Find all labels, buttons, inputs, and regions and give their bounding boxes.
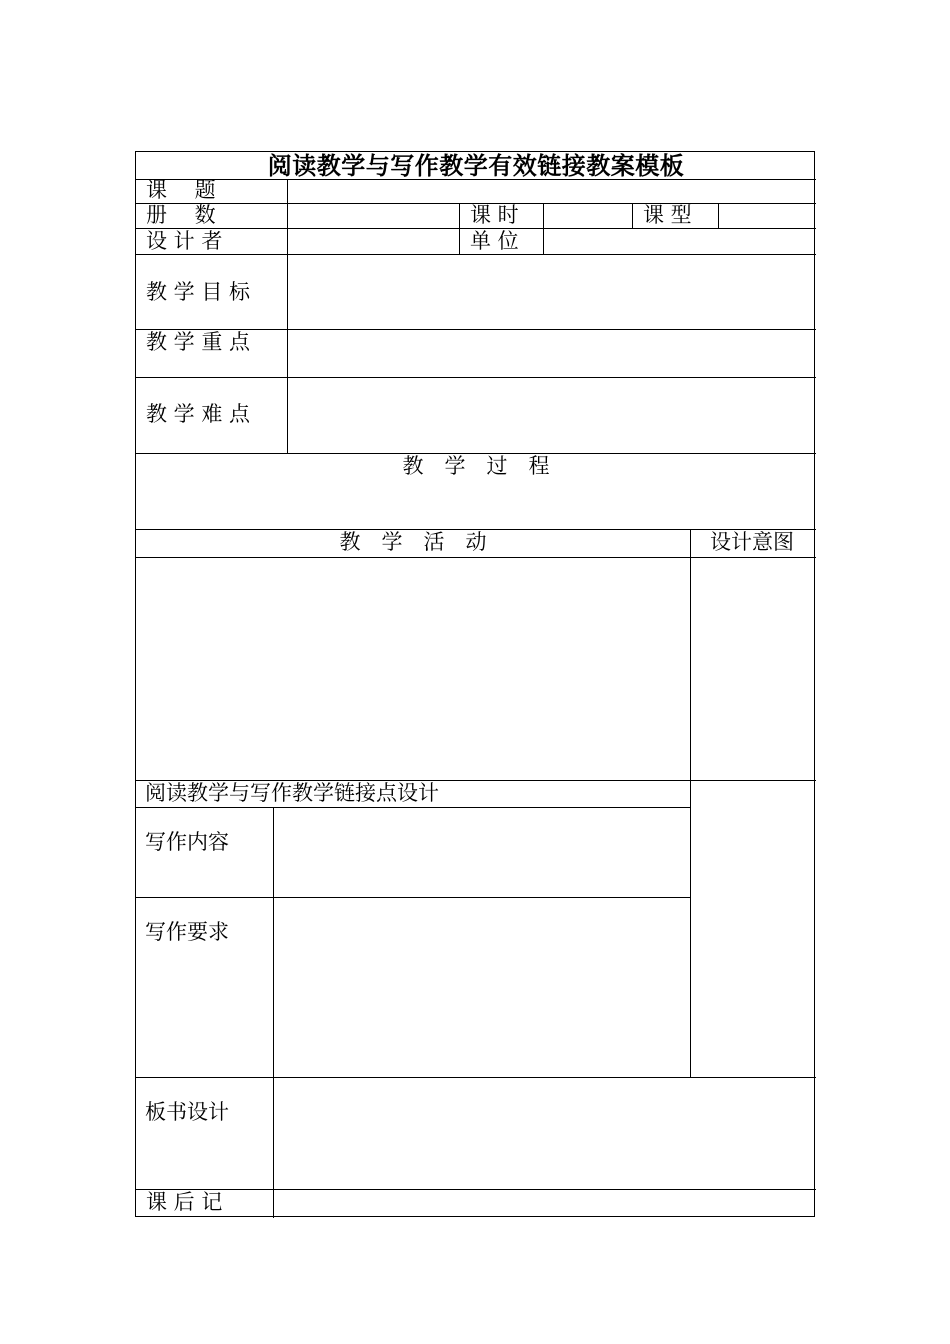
field-board-design[interactable] — [274, 1078, 815, 1189]
label-volume: 册 数 — [146, 203, 216, 227]
field-design-intent[interactable] — [691, 558, 815, 780]
label-lesson-type: 课 型 — [643, 203, 692, 227]
label-designer: 设 计 者 — [146, 229, 223, 253]
field-difficulties[interactable] — [288, 378, 815, 453]
rule-period-left — [459, 203, 460, 254]
form-title: 阅读教学与写作教学有效链接教案模板 — [267, 151, 685, 180]
label-process: 教 学 过 程 — [402, 454, 550, 478]
field-unit[interactable] — [544, 229, 815, 254]
label-activities: 教 学 活 动 — [339, 530, 487, 554]
label-unit: 单 位 — [470, 229, 519, 253]
rule-intent-bottom — [690, 780, 816, 781]
label-post-class-notes: 课 后 记 — [146, 1190, 223, 1214]
field-writing-content[interactable] — [274, 808, 689, 897]
rule-type-left — [632, 203, 633, 228]
field-objectives[interactable] — [288, 255, 815, 329]
label-key-points: 教 学 重 点 — [146, 330, 251, 354]
label-writing-content: 写作内容 — [145, 830, 229, 854]
field-designer[interactable] — [288, 229, 458, 254]
field-topic[interactable] — [288, 180, 815, 203]
label-link-design: 阅读教学与写作教学链接点设计 — [145, 781, 439, 805]
field-writing-requirements[interactable] — [274, 898, 689, 1077]
field-key-points[interactable] — [288, 330, 815, 377]
field-process[interactable] — [137, 479, 815, 529]
field-activities[interactable] — [137, 558, 689, 780]
label-difficulties: 教 学 难 点 — [146, 402, 251, 426]
field-period[interactable] — [544, 204, 631, 228]
field-volume[interactable] — [288, 204, 458, 228]
label-topic: 课 题 — [146, 178, 216, 202]
lesson-plan-form — [135, 151, 815, 1217]
label-objectives: 教 学 目 标 — [146, 280, 251, 304]
label-design-intent: 设计意图 — [710, 530, 794, 554]
label-board-design: 板书设计 — [145, 1100, 229, 1124]
field-post-class-notes[interactable] — [274, 1190, 815, 1216]
label-writing-requirements: 写作要求 — [145, 920, 229, 944]
label-period: 课 时 — [470, 203, 519, 227]
field-lesson-type[interactable] — [719, 204, 815, 228]
